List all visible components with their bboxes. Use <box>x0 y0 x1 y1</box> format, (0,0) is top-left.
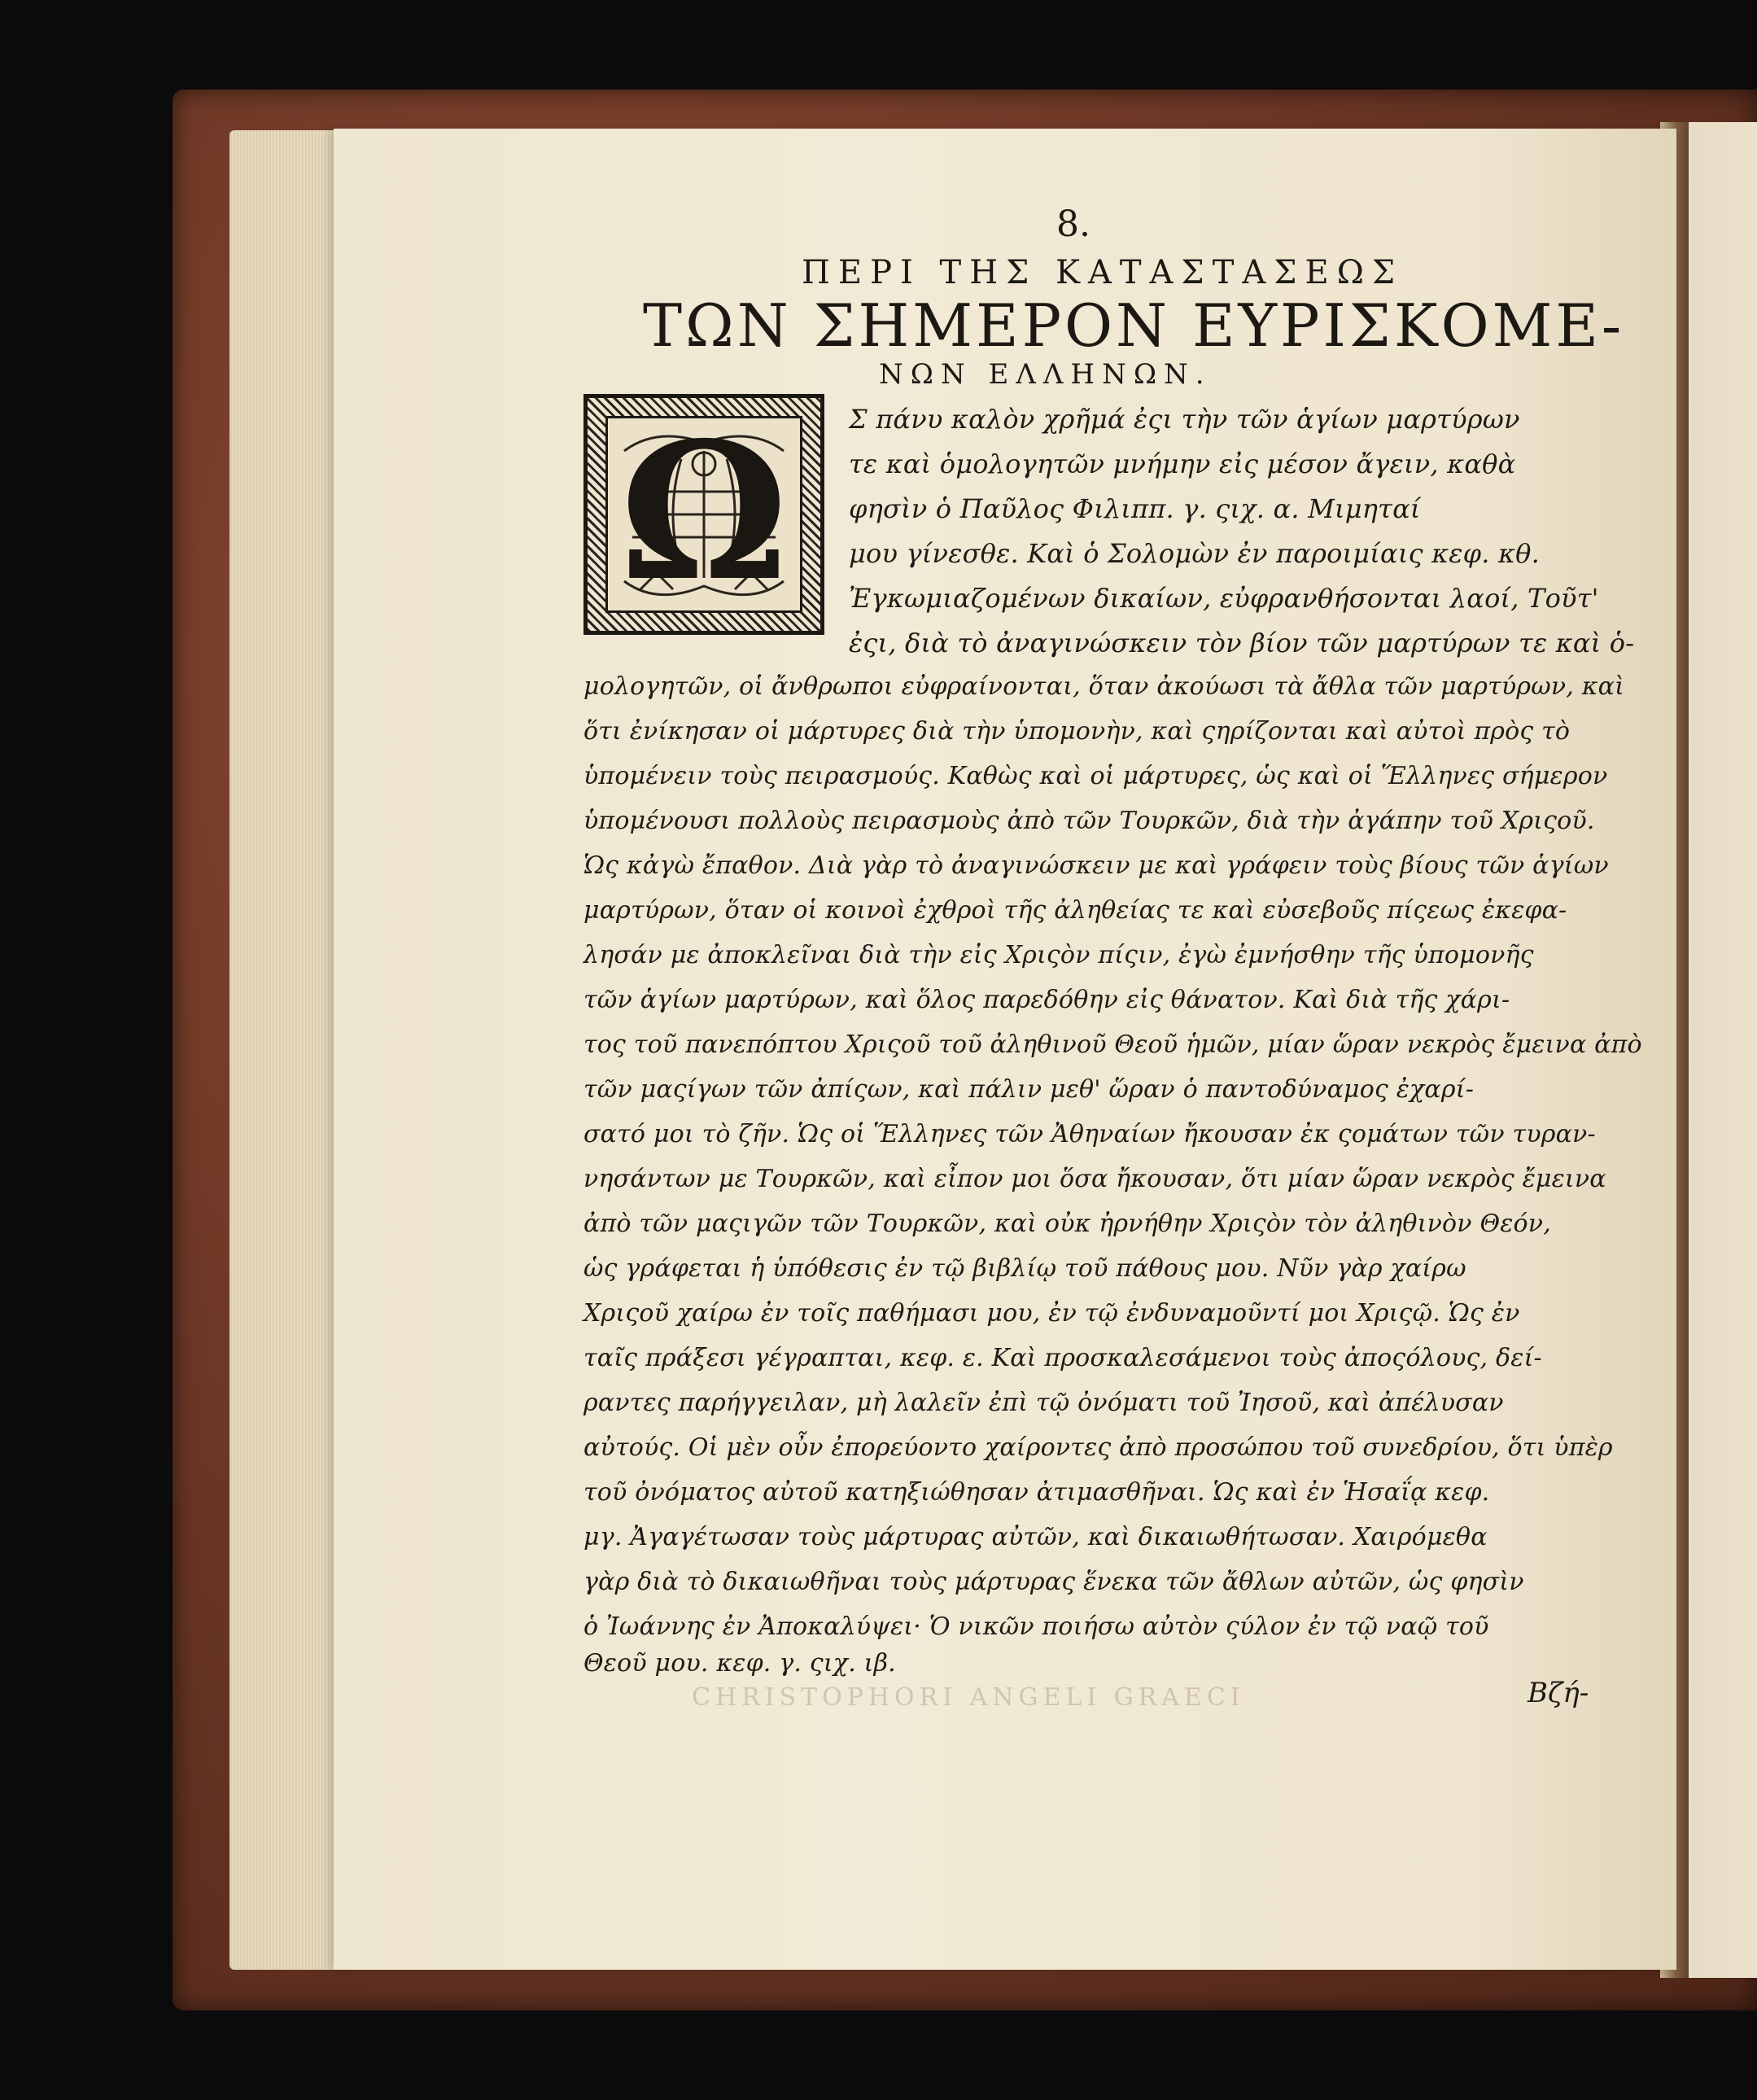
body-line: Θεοῦ μου. κεφ. γ. ςιχ. ιβ. <box>583 1649 896 1678</box>
body-line: τῶν ἁγίων μαρτύρων, καὶ ὅλος παρεδόθην εἰς θάνατον. Καὶ διὰ τῆς χάρι- <box>583 986 1510 1014</box>
body-line: τος τοῦ πανεπόπτου Χριςοῦ τοῦ ἀληθινοῦ Θεοῦ ἡμῶν, μίαν ὥραν νεκρὸς ἔμεινα ἀπὸ <box>583 1030 1642 1059</box>
heading-line-3: ΝΩΝ ΕΛΛΗΝΩΝ. <box>879 358 1212 391</box>
body-line: ταῖς πράξεσι γέγραπται, κεφ. ε. Καὶ προσκαλεσάμενοι τοὺς ἀποςόλους, δεί- <box>583 1344 1542 1372</box>
bleed-through-text: CHRISTOPHORI ANGELI GRAECI <box>692 1683 1245 1712</box>
body-line: Ὡς κἀγὼ ἔπαθον. Διὰ γὰρ τὸ ἀναγινώσκειν με καὶ γράφειν τοὺς βίους τῶν ἁγίων <box>583 851 1609 880</box>
body-line: μαρτύρων, ὅταν οἱ κοινοὶ ἐχθροὶ τῆς ἀληθείας τε καὶ εὐσεβοῦς πίςεως ἐκεφα- <box>583 896 1567 925</box>
body-line: γὰρ διὰ τὸ δικαιωθῆναι τοὺς μάρτυρας ἕνεκα τῶν ἄθλων αὐτῶν, ὡς φησὶν <box>583 1568 1524 1596</box>
body-line: νησάντων με Τουρκῶν, καὶ εἶπον μοι ὅσα ἤκουσαν, ὅτι μίαν ὥραν νεκρὸς ἔμεινα <box>583 1165 1606 1193</box>
body-line: ὁ Ἰωάννης ἐν Ἀποκαλύψει· Ὁ νικῶν ποιήσω αὐτὸν ςύλον ἐν τῷ ναῷ τοῦ <box>583 1612 1489 1641</box>
body-line: λησάν με ἀποκλεῖναι διὰ τὴν εἰς Χριςὸν πίςιν, ἐγὼ ἐμνήσθην τῆς ὑπομονῆς <box>583 941 1534 969</box>
page-edges <box>229 130 343 1970</box>
body-line: αὐτούς. Οἱ μὲν οὖν ἐπορεύοντο χαίροντες ἀπὸ προσώπου τοῦ συνεδρίου, ὅτι ὑπὲρ <box>583 1433 1613 1462</box>
body-line: Ἐγκωμιαζομένων δικαίων, εὐφρανθήσονται λαοί, Τοῦτ' <box>849 583 1599 614</box>
catchword: Βζή- <box>1528 1677 1589 1709</box>
body-line: φησὶν ὁ Παῦλος Φιλιππ. γ. ςιχ. α. Μιμηταί <box>849 493 1421 524</box>
facing-page-edge <box>1689 122 1757 1978</box>
page-number: 8. <box>1056 203 1090 245</box>
body-line: Χριςοῦ χαίρω ἐν τοῖς παθήμασι μου, ἐν τῷ ἐνδυναμοῦντί μοι Χριςῷ. Ὡς ἐν <box>583 1299 1520 1328</box>
body-line: ὡς γράφεται ἡ ὑπόθεσις ἐν τῷ βιβλίῳ τοῦ πάθους μου. Νῦν γὰρ χαίρω <box>583 1254 1466 1283</box>
body-line: σατό μοι τὸ ζῆν. Ὡς οἱ Ἕλληνες τῶν Ἀθηναίων ἤκουσαν ἐκ ςομάτων τῶν τυραν- <box>583 1120 1596 1148</box>
body-line: μου γίνεσθε. Καὶ ὁ Σολομὼν ἐν παροιμίαις κεφ. κθ. <box>849 538 1541 569</box>
body-line: τοῦ ὀνόματος αὐτοῦ κατηξιώθησαν ἀτιμασθῆναι. Ὡς καὶ ἐν Ἡσαΐᾳ κεφ. <box>583 1478 1490 1507</box>
body-line: ἐςι, διὰ τὸ ἀναγινώσκειν τὸν βίον τῶν μαρτύρων τε καὶ ὁ- <box>849 628 1635 658</box>
initial-letter: Ω <box>619 416 789 613</box>
decorated-initial-panel <box>605 416 802 613</box>
body-line: ὑπομένειν τοὺς πειρασμούς. Καθὼς καὶ οἱ μάρτυρες, ὡς καὶ οἱ Ἕλληνες σήμερον <box>583 762 1608 790</box>
body-line: τῶν μαςίγων τῶν ἀπίςων, καὶ πάλιν μεθ' ὥραν ὁ παντοδύναμος ἐχαρί- <box>583 1075 1475 1104</box>
body-line: τε καὶ ὁμολογητῶν μνήμην εἰς μέσον ἄγειν, καθὰ <box>849 448 1516 479</box>
heading-line-1: ΠΕΡΙ ΤΗΣ ΚΑΤΑΣΤΑΣΕΩΣ <box>802 254 1404 291</box>
body-line: ὑπομένουσι πολλοὺς πειρασμοὺς ἀπὸ τῶν Τουρκῶν, διὰ τὴν ἀγάπην τοῦ Χριςοῦ. <box>583 807 1595 835</box>
body-line: ὅτι ἐνίκησαν οἱ μάρτυρες διὰ τὴν ὑπομονὴν, καὶ ςηρίζονται καὶ αὐτοὶ πρὸς τὸ <box>583 717 1571 746</box>
body-line: ἀπὸ τῶν μαςιγῶν τῶν Τουρκῶν, καὶ οὐκ ἠρνήθην Χριςὸν τὸν ἀληθινὸν Θεόν, <box>583 1210 1551 1238</box>
decorated-initial <box>583 394 824 635</box>
heading-line-2: ΤΩΝ ΣΗΜΕΡΟΝ ΕΥΡΙΣΚΟΜΕ- <box>643 291 1625 360</box>
body-line: μολογητῶν, οἱ ἄνθρωποι εὐφραίνονται, ὅταν ἀκούωσι τὰ ἄθλα τῶν μαρτύρων, καὶ <box>583 672 1625 701</box>
body-line: Σ πάνυ καλὸν χρῆμά ἐςι τὴν τῶν ἁγίων μαρτύρων <box>849 404 1520 435</box>
body-line: μγ. Ἀγαγέτωσαν τοὺς μάρτυρας αὐτῶν, καὶ δικαιωθήτωσαν. Χαιρόμεθα <box>583 1523 1488 1551</box>
body-line: ραντες παρήγγειλαν, μὴ λαλεῖν ἐπὶ τῷ ὀνόματι τοῦ Ἰησοῦ, καὶ ἀπέλυσαν <box>583 1389 1504 1417</box>
